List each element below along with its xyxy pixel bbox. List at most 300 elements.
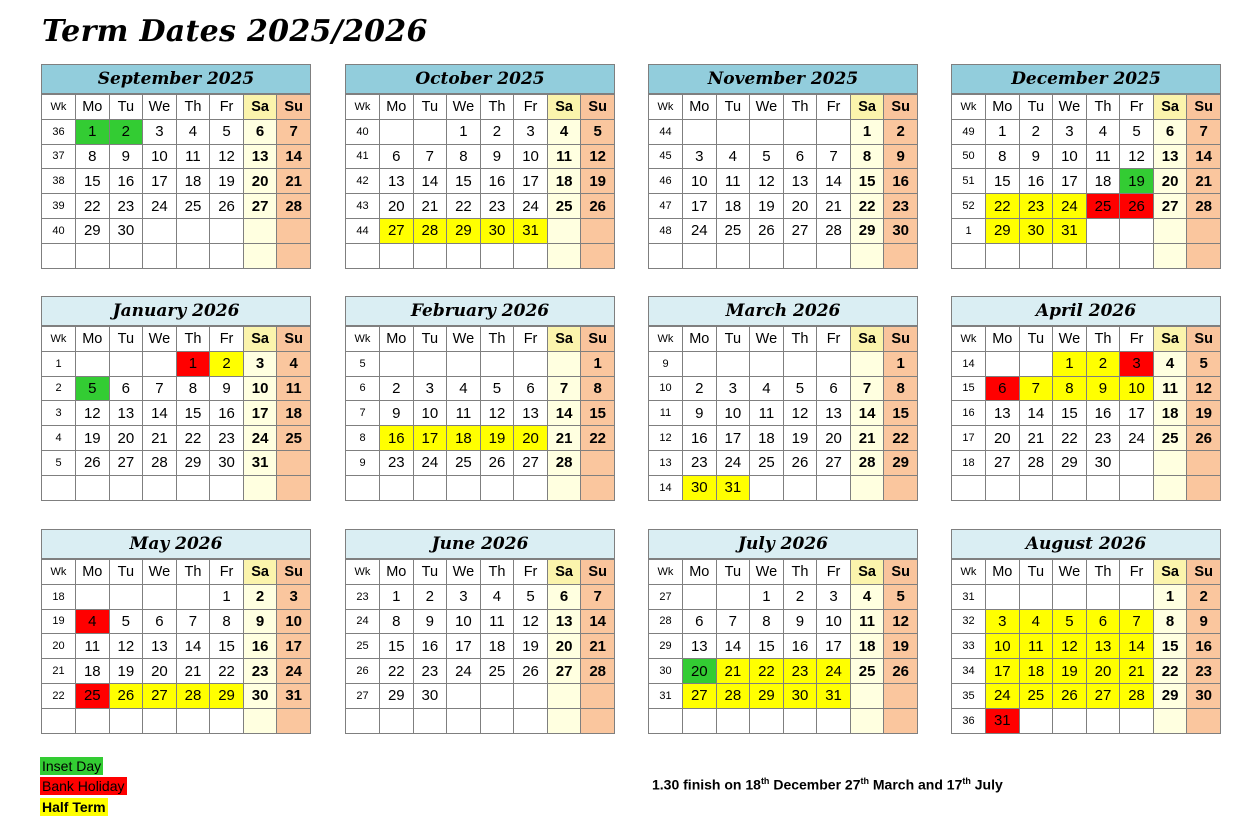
day-cell: 22 <box>76 194 110 219</box>
month-title: January 2026 <box>41 296 311 326</box>
day-cell: 26 <box>1120 194 1154 219</box>
day-cell: 29 <box>380 683 414 708</box>
day-header: Th <box>480 327 514 352</box>
day-cell <box>480 708 514 733</box>
day-cell: 11 <box>447 401 481 426</box>
week-number: 5 <box>346 351 380 376</box>
day-cell <box>413 475 447 500</box>
day-cell <box>716 708 750 733</box>
day-cell <box>1053 584 1087 609</box>
week-number: 27 <box>649 584 683 609</box>
day-cell: 12 <box>581 144 615 169</box>
day-cell: 5 <box>210 119 244 144</box>
day-cell: 20 <box>547 634 581 659</box>
day-cell: 3 <box>447 584 481 609</box>
week-number: 31 <box>952 584 986 609</box>
day-cell: 14 <box>413 169 447 194</box>
day-cell: 19 <box>884 634 918 659</box>
day-cell: 11 <box>480 609 514 634</box>
day-cell <box>750 475 784 500</box>
day-cell <box>817 119 851 144</box>
week-number: 10 <box>649 376 683 401</box>
day-cell: 6 <box>1153 119 1187 144</box>
day-cell: 2 <box>683 376 717 401</box>
day-cell: 19 <box>514 634 548 659</box>
day-cell: 25 <box>716 218 750 243</box>
day-cell: 28 <box>547 450 581 475</box>
day-header: Tu <box>413 327 447 352</box>
day-cell: 11 <box>277 376 311 401</box>
day-cell <box>1153 450 1187 475</box>
day-cell <box>547 708 581 733</box>
week-number: 14 <box>952 351 986 376</box>
day-cell: 24 <box>683 218 717 243</box>
day-cell <box>413 708 447 733</box>
day-cell: 29 <box>210 683 244 708</box>
day-cell: 1 <box>210 584 244 609</box>
day-header: Fr <box>210 560 244 585</box>
day-cell: 30 <box>783 683 817 708</box>
day-cell: 13 <box>243 144 277 169</box>
day-header: We <box>143 95 177 120</box>
day-cell <box>817 243 851 268</box>
day-cell: 3 <box>243 351 277 376</box>
day-cell: 16 <box>109 169 143 194</box>
day-cell: 28 <box>143 450 177 475</box>
day-cell: 7 <box>850 376 884 401</box>
day-cell: 10 <box>277 609 311 634</box>
day-cell: 29 <box>176 450 210 475</box>
day-cell: 27 <box>380 218 414 243</box>
day-cell: 24 <box>243 426 277 451</box>
week-number: 27 <box>346 683 380 708</box>
day-cell <box>547 218 581 243</box>
day-cell <box>514 475 548 500</box>
day-cell <box>76 584 110 609</box>
month-table <box>648 559 918 734</box>
day-cell <box>1120 708 1154 733</box>
day-header: Wk <box>649 95 683 120</box>
day-header: Tu <box>1019 95 1053 120</box>
day-cell <box>176 218 210 243</box>
week-number: 40 <box>42 218 76 243</box>
day-header: Tu <box>716 95 750 120</box>
day-header: Su <box>581 327 615 352</box>
day-cell: 27 <box>109 450 143 475</box>
day-header: Fr <box>1120 95 1154 120</box>
day-cell: 10 <box>716 401 750 426</box>
day-cell: 10 <box>986 634 1020 659</box>
day-cell: 15 <box>1053 401 1087 426</box>
day-cell: 23 <box>1086 426 1120 451</box>
day-cell: 6 <box>1086 609 1120 634</box>
day-cell: 13 <box>1086 634 1120 659</box>
day-cell: 20 <box>1153 169 1187 194</box>
day-cell: 3 <box>986 609 1020 634</box>
week-number: 32 <box>952 609 986 634</box>
day-header: We <box>447 327 481 352</box>
day-cell: 26 <box>581 194 615 219</box>
day-cell: 2 <box>480 119 514 144</box>
day-cell: 6 <box>143 609 177 634</box>
day-cell: 28 <box>581 659 615 684</box>
day-cell: 19 <box>109 659 143 684</box>
day-cell <box>447 243 481 268</box>
day-cell: 1 <box>447 119 481 144</box>
day-cell: 5 <box>480 376 514 401</box>
day-cell: 2 <box>380 376 414 401</box>
day-header: Th <box>176 560 210 585</box>
day-cell <box>380 708 414 733</box>
day-cell: 30 <box>210 450 244 475</box>
day-cell: 24 <box>413 450 447 475</box>
day-cell <box>783 708 817 733</box>
day-cell: 27 <box>1086 683 1120 708</box>
day-header: Sa <box>1153 560 1187 585</box>
week-number <box>346 708 380 733</box>
day-cell: 8 <box>447 144 481 169</box>
day-cell <box>581 243 615 268</box>
day-header: Tu <box>109 95 143 120</box>
day-cell: 21 <box>413 194 447 219</box>
week-number <box>649 243 683 268</box>
day-cell: 3 <box>1053 119 1087 144</box>
day-cell: 8 <box>986 144 1020 169</box>
day-cell <box>1120 475 1154 500</box>
day-cell: 22 <box>581 426 615 451</box>
day-cell: 1 <box>750 584 784 609</box>
week-number: 45 <box>649 144 683 169</box>
day-cell: 11 <box>1019 634 1053 659</box>
day-cell: 14 <box>277 144 311 169</box>
day-cell: 16 <box>413 634 447 659</box>
week-number: 22 <box>42 683 76 708</box>
week-number: 38 <box>42 169 76 194</box>
day-cell: 7 <box>1187 119 1221 144</box>
day-cell <box>176 708 210 733</box>
day-header: Su <box>884 327 918 352</box>
day-cell: 26 <box>1187 426 1221 451</box>
day-cell: 28 <box>1019 450 1053 475</box>
day-cell <box>109 351 143 376</box>
day-cell: 25 <box>277 426 311 451</box>
day-cell <box>76 243 110 268</box>
day-header: Mo <box>683 327 717 352</box>
day-cell: 1 <box>581 351 615 376</box>
day-cell: 1 <box>986 119 1020 144</box>
day-cell: 9 <box>413 609 447 634</box>
day-header: Th <box>480 560 514 585</box>
day-cell <box>480 475 514 500</box>
day-cell: 3 <box>413 376 447 401</box>
day-cell <box>884 683 918 708</box>
day-cell: 17 <box>143 169 177 194</box>
day-header: Sa <box>850 560 884 585</box>
day-cell: 18 <box>750 426 784 451</box>
day-cell <box>109 708 143 733</box>
month-table <box>951 94 1221 269</box>
day-cell <box>1120 584 1154 609</box>
day-cell: 24 <box>1053 194 1087 219</box>
day-cell: 1 <box>1053 351 1087 376</box>
week-number: 43 <box>346 194 380 219</box>
day-cell <box>277 218 311 243</box>
day-cell: 18 <box>277 401 311 426</box>
month-calendar <box>648 296 918 501</box>
day-header: Su <box>1187 327 1221 352</box>
day-header: Sa <box>1153 95 1187 120</box>
day-cell <box>143 475 177 500</box>
day-cell: 27 <box>683 683 717 708</box>
day-header: Mo <box>380 327 414 352</box>
day-cell: 7 <box>143 376 177 401</box>
day-cell <box>380 475 414 500</box>
day-cell: 10 <box>683 169 717 194</box>
day-cell <box>447 475 481 500</box>
day-cell: 25 <box>176 194 210 219</box>
day-header: We <box>143 327 177 352</box>
early-finish-note <box>652 776 1003 793</box>
month-calendar <box>951 529 1221 734</box>
day-cell: 7 <box>1120 609 1154 634</box>
month-title: August 2026 <box>951 529 1221 559</box>
day-cell: 18 <box>850 634 884 659</box>
week-number: 26 <box>346 659 380 684</box>
day-cell: 13 <box>547 609 581 634</box>
day-header: Tu <box>413 560 447 585</box>
day-cell: 6 <box>986 376 1020 401</box>
day-cell: 26 <box>109 683 143 708</box>
day-cell: 11 <box>176 144 210 169</box>
day-cell: 12 <box>1053 634 1087 659</box>
note-part: July <box>970 776 1003 793</box>
month-calendar <box>41 64 311 269</box>
day-cell: 24 <box>1120 426 1154 451</box>
day-cell: 30 <box>683 475 717 500</box>
day-cell: 11 <box>1086 144 1120 169</box>
day-header: Sa <box>547 560 581 585</box>
day-cell: 8 <box>76 144 110 169</box>
day-cell <box>480 683 514 708</box>
day-cell: 31 <box>514 218 548 243</box>
month-calendar <box>41 529 311 734</box>
day-cell: 26 <box>210 194 244 219</box>
day-cell: 15 <box>380 634 414 659</box>
week-number: 14 <box>649 475 683 500</box>
day-cell: 23 <box>480 194 514 219</box>
day-cell <box>581 475 615 500</box>
day-cell: 29 <box>76 218 110 243</box>
day-cell: 5 <box>1187 351 1221 376</box>
day-cell: 8 <box>884 376 918 401</box>
day-cell: 11 <box>1153 376 1187 401</box>
day-cell <box>750 119 784 144</box>
day-cell: 12 <box>480 401 514 426</box>
day-cell: 4 <box>447 376 481 401</box>
day-cell: 1 <box>380 584 414 609</box>
week-number: 37 <box>42 144 76 169</box>
day-cell: 18 <box>1153 401 1187 426</box>
day-header: Fr <box>210 327 244 352</box>
day-header: We <box>750 560 784 585</box>
day-cell: 21 <box>581 634 615 659</box>
day-header: Su <box>1187 95 1221 120</box>
day-cell: 19 <box>76 426 110 451</box>
day-header: Th <box>480 95 514 120</box>
day-cell: 26 <box>480 450 514 475</box>
day-header: Sa <box>243 95 277 120</box>
day-header: Mo <box>986 95 1020 120</box>
day-cell: 2 <box>1187 584 1221 609</box>
day-cell: 22 <box>176 426 210 451</box>
day-cell: 22 <box>380 659 414 684</box>
week-number: 16 <box>952 401 986 426</box>
day-cell: 8 <box>850 144 884 169</box>
day-cell: 18 <box>76 659 110 684</box>
week-number <box>346 243 380 268</box>
day-header: Mo <box>986 560 1020 585</box>
month-title: May 2026 <box>41 529 311 559</box>
day-cell <box>1187 708 1221 733</box>
day-header: Wk <box>346 95 380 120</box>
month-title: November 2025 <box>648 64 918 94</box>
week-number: 31 <box>649 683 683 708</box>
day-cell <box>986 475 1020 500</box>
day-cell: 2 <box>243 584 277 609</box>
day-cell: 20 <box>514 426 548 451</box>
day-cell: 6 <box>783 144 817 169</box>
day-cell: 3 <box>683 144 717 169</box>
day-cell: 25 <box>850 659 884 684</box>
day-cell <box>750 351 784 376</box>
week-number: 21 <box>42 659 76 684</box>
week-number: 49 <box>952 119 986 144</box>
day-cell: 30 <box>243 683 277 708</box>
day-cell: 14 <box>176 634 210 659</box>
day-cell <box>413 243 447 268</box>
day-cell: 26 <box>1053 683 1087 708</box>
day-cell: 19 <box>210 169 244 194</box>
day-cell: 5 <box>750 144 784 169</box>
day-cell: 9 <box>210 376 244 401</box>
day-header: Fr <box>210 95 244 120</box>
day-cell: 5 <box>76 376 110 401</box>
day-header: Th <box>1086 327 1120 352</box>
day-cell <box>1053 475 1087 500</box>
day-cell <box>243 218 277 243</box>
day-header: Wk <box>952 560 986 585</box>
day-cell <box>277 475 311 500</box>
day-cell: 1 <box>76 119 110 144</box>
day-cell: 21 <box>176 659 210 684</box>
week-number <box>952 475 986 500</box>
week-number: 20 <box>42 634 76 659</box>
day-cell: 16 <box>783 634 817 659</box>
day-cell <box>1187 218 1221 243</box>
month-table <box>951 559 1221 734</box>
day-cell <box>1153 243 1187 268</box>
day-cell <box>109 475 143 500</box>
day-header: Tu <box>109 327 143 352</box>
week-number: 13 <box>649 450 683 475</box>
day-cell <box>817 351 851 376</box>
day-cell: 20 <box>986 426 1020 451</box>
month-calendar <box>41 296 311 501</box>
day-cell <box>210 475 244 500</box>
day-cell: 25 <box>447 450 481 475</box>
day-cell: 19 <box>480 426 514 451</box>
day-cell: 22 <box>884 426 918 451</box>
day-cell: 15 <box>447 169 481 194</box>
day-cell: 22 <box>750 659 784 684</box>
day-cell: 22 <box>986 194 1020 219</box>
day-cell: 9 <box>783 609 817 634</box>
day-cell: 29 <box>1153 683 1187 708</box>
day-cell: 12 <box>884 609 918 634</box>
legend-inset-day: Inset Day <box>42 758 102 774</box>
day-cell: 20 <box>143 659 177 684</box>
day-cell: 19 <box>783 426 817 451</box>
day-cell: 7 <box>277 119 311 144</box>
day-cell: 8 <box>176 376 210 401</box>
day-cell: 9 <box>480 144 514 169</box>
month-table <box>345 94 615 269</box>
day-cell <box>1153 218 1187 243</box>
day-header: Mo <box>76 95 110 120</box>
day-cell <box>1086 708 1120 733</box>
day-cell <box>1187 475 1221 500</box>
week-number: 41 <box>346 144 380 169</box>
day-cell: 13 <box>143 634 177 659</box>
week-number: 42 <box>346 169 380 194</box>
day-cell: 10 <box>817 609 851 634</box>
day-cell <box>447 351 481 376</box>
day-cell: 29 <box>884 450 918 475</box>
week-number: 11 <box>649 401 683 426</box>
month-title: December 2025 <box>951 64 1221 94</box>
day-header: Fr <box>514 95 548 120</box>
day-cell: 3 <box>514 119 548 144</box>
day-cell: 4 <box>716 144 750 169</box>
day-header: Fr <box>817 327 851 352</box>
day-cell: 9 <box>884 144 918 169</box>
day-cell: 18 <box>447 426 481 451</box>
week-number: 35 <box>952 683 986 708</box>
day-cell: 20 <box>1086 659 1120 684</box>
day-cell <box>850 683 884 708</box>
week-number: 34 <box>952 659 986 684</box>
month-calendar <box>648 64 918 269</box>
day-cell: 28 <box>850 450 884 475</box>
day-cell: 15 <box>176 401 210 426</box>
week-number: 2 <box>42 376 76 401</box>
day-cell: 16 <box>1086 401 1120 426</box>
day-cell: 8 <box>750 609 784 634</box>
day-cell: 16 <box>1019 169 1053 194</box>
day-header: Su <box>277 327 311 352</box>
day-cell: 9 <box>380 401 414 426</box>
day-cell: 3 <box>716 376 750 401</box>
day-cell <box>581 708 615 733</box>
day-header: Fr <box>514 327 548 352</box>
day-cell: 9 <box>1086 376 1120 401</box>
day-header: Th <box>176 327 210 352</box>
day-cell: 19 <box>1120 169 1154 194</box>
day-cell <box>547 475 581 500</box>
day-header: We <box>143 560 177 585</box>
day-cell: 14 <box>716 634 750 659</box>
day-cell <box>716 119 750 144</box>
